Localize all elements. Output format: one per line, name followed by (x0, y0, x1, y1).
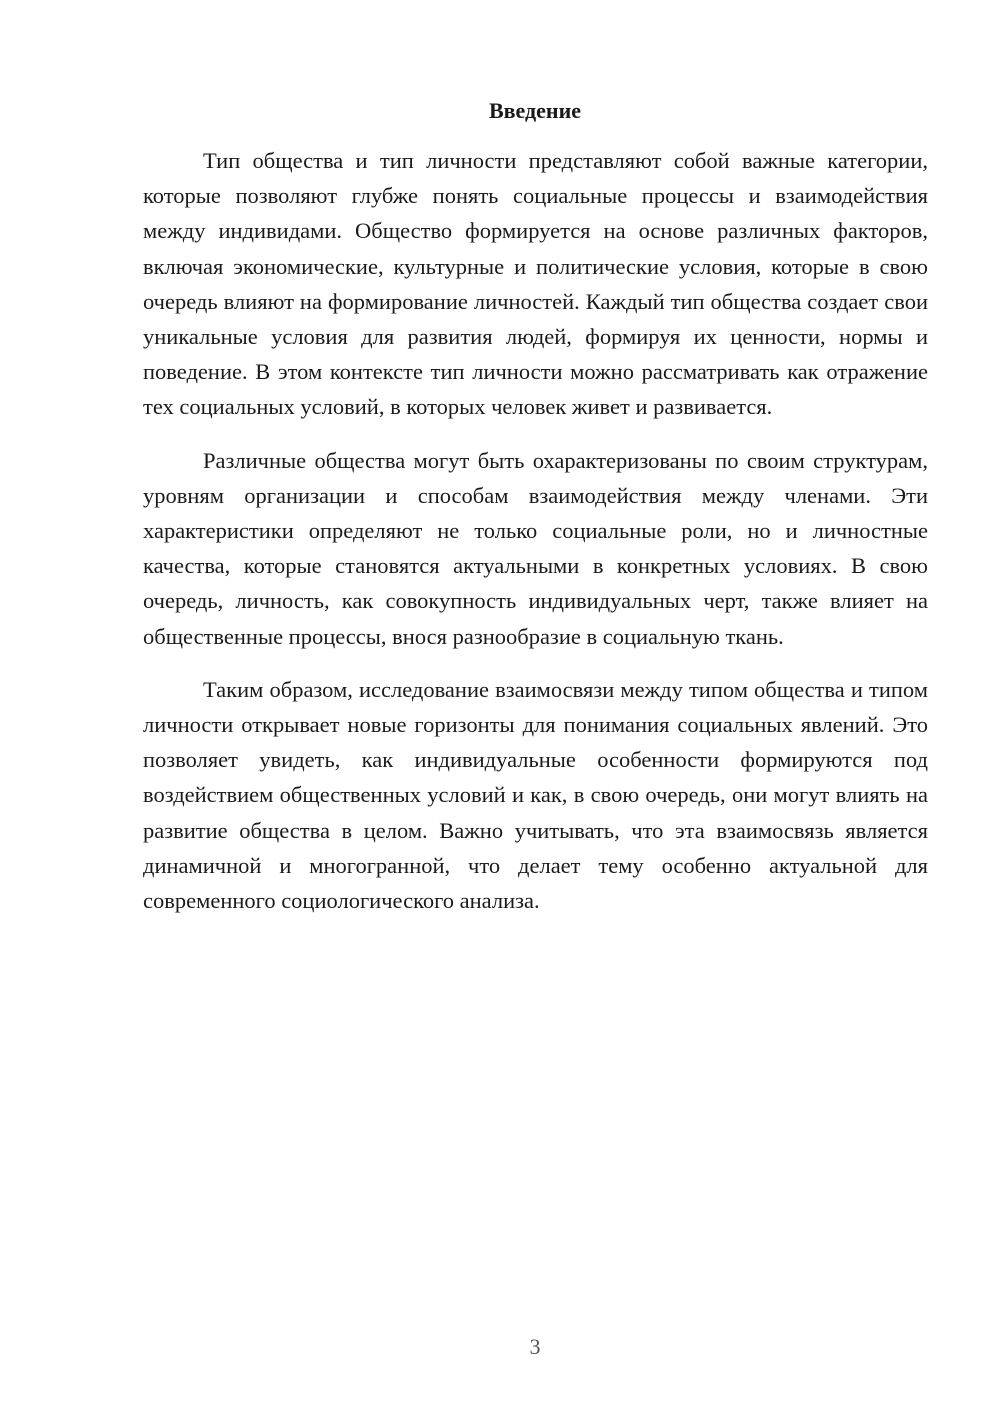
paragraph-3: Таким образом, исследование взаимосвязи между типом общества и типом личности открывает новые горизонты для понимания социальных явлений. Это позволяет увидеть, как индивидуальные особенности формируются под воздействием общественных условий и как, в свою очередь, они могут влиять на развитие общества в целом. Важно учитывать, что эта взаимосвязь является динамичной и многогранной, что делает тему особенно актуальной для современного социологического анализа. (143, 676, 928, 914)
paragraph-2: Различные общества могут быть охарактеризованы по своим структурам, уровням организации и способам взаимодействия между членами. Эти характеристики определяют не только социальные роли, но и личностные качества, которые становятся актуальными в конкретных условиях. В свою очередь, личность, как совокупность индивидуальных черт, также влияет на общественные процессы, внося разнообразие в социальную ткань. (143, 447, 928, 649)
page-number: 3 (529, 1334, 541, 1359)
section-heading: Введение (488, 98, 582, 123)
body-text (143, 143, 928, 936)
paragraph-1: Тип общества и тип личности представляют собой важные категории, которые позволяют глубже понять социальные процессы и взаимодействия между индивидами. Общество формируется на основе различных факторов, включая экономические, культурные и политические условия, которые в свою очередь влияют на формирование личностей. Каждый тип общества создает свои уникальные условия для развития людей, формируя их ценности, нормы и поведение. В этом контексте тип личности можно рассматривать как отражение тех социальных условий, в которых человек живет и развивается. (143, 148, 928, 420)
